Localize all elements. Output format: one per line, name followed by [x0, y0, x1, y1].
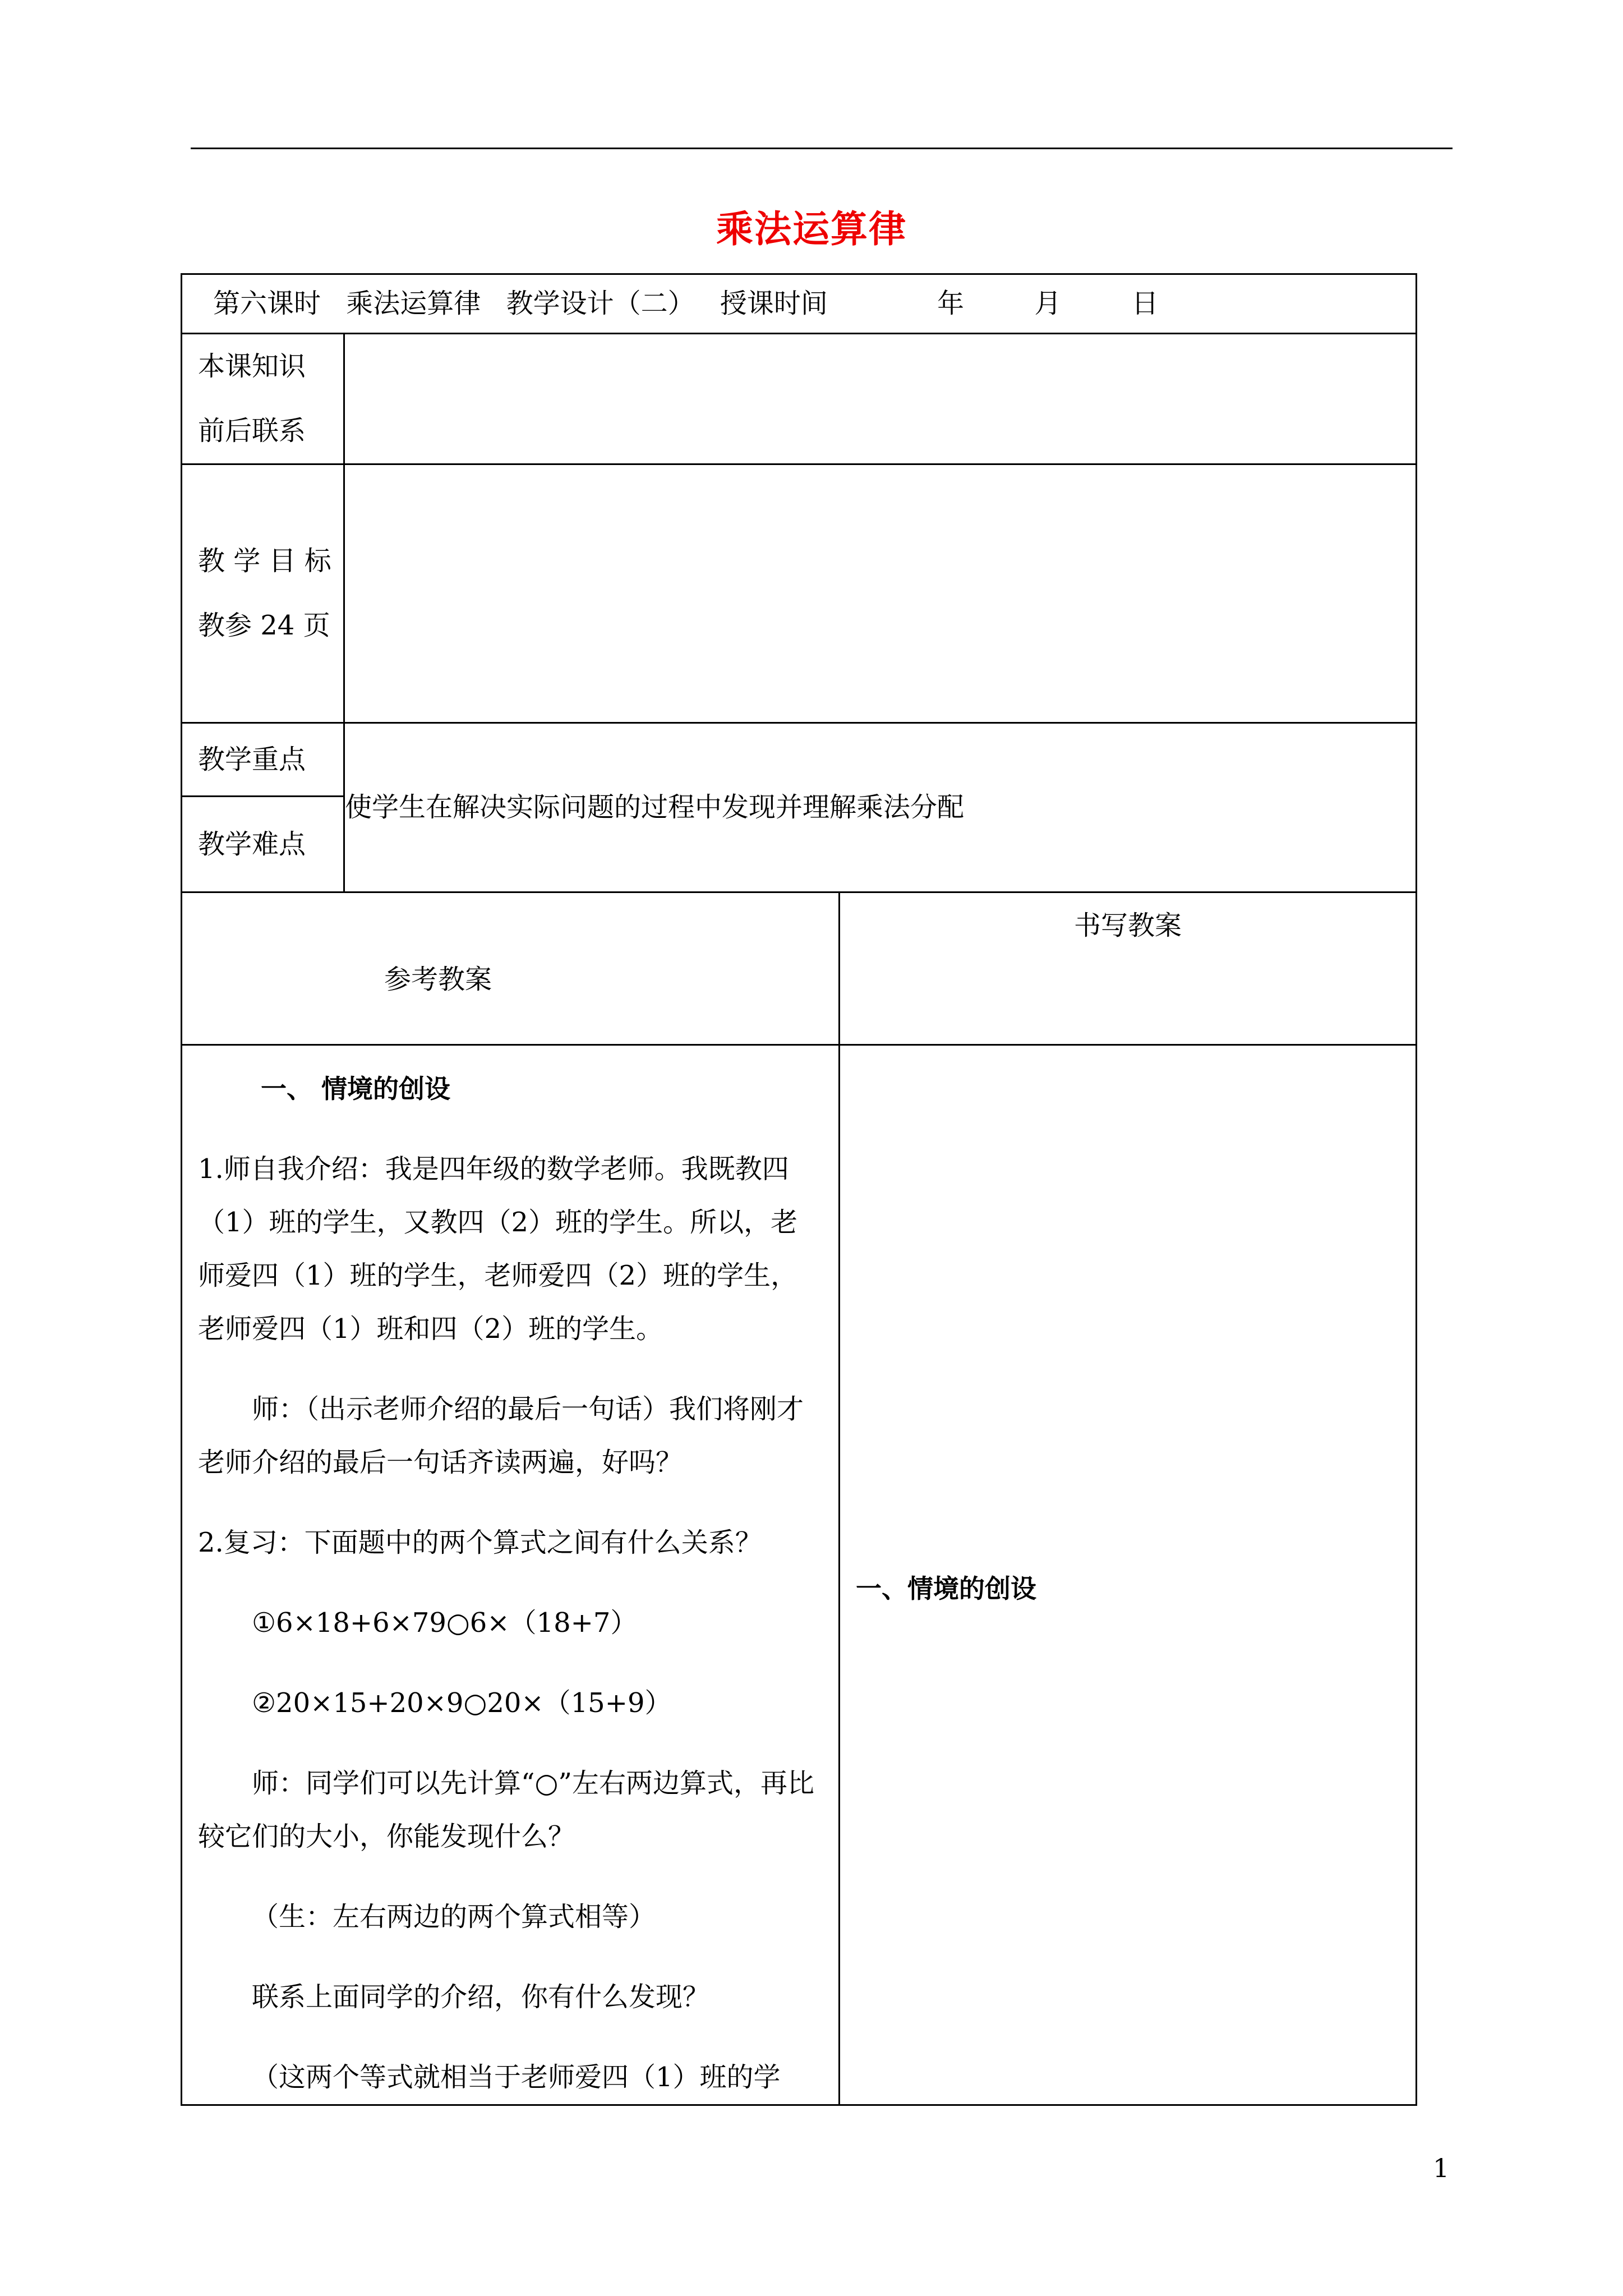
difficulty-label: 教学难点 — [182, 797, 344, 892]
class-time-label: 授课时间 — [720, 288, 828, 320]
year-label: 年 — [937, 288, 965, 320]
reference-paragraph: 联系上面同学的介绍，你有什么发现？ — [252, 1981, 710, 2013]
focus-label: 教学重点 — [182, 723, 344, 797]
lesson-number: 第六课时 — [213, 288, 321, 320]
lesson-topic: 乘法运算律 — [346, 288, 481, 320]
document-title: 乘法运算律 — [716, 208, 907, 251]
reference-plan-body — [182, 1045, 840, 2105]
page-number: 1 — [1433, 2153, 1450, 2183]
knowledge-label: 本课知识 前后联系 — [182, 334, 344, 464]
reference-paragraph: （这两个等式就相当于老师爱四（1）班的学 — [252, 2062, 781, 2093]
reference-paragraph: ②20×15+20×9○20×（15+9） — [252, 1687, 672, 1719]
reference-paragraph: ①6×18+6×79○6×（18+7） — [252, 1607, 638, 1639]
plan-body-row — [182, 1045, 1417, 2105]
focus-row — [182, 723, 1417, 797]
reference-paragraph: 师：（出示老师介绍的最后一句话）我们将刚才老师介绍的最后一句话齐读两遍，好吗？ — [198, 1393, 804, 1478]
reference-paragraph: （生：左右两边的两个算式相等） — [252, 1901, 656, 1932]
knowledge-content — [344, 334, 1417, 464]
reference-paragraph: 2.复习：下面题中的两个算式之间有什么关系？ — [198, 1527, 762, 1558]
header-rule — [191, 148, 1453, 149]
reference-plan-header: 参考教案 — [182, 892, 840, 1045]
day-label: 日 — [1131, 288, 1159, 320]
plan-columns-row — [182, 892, 1417, 1045]
focus-difficulty-content: 使学生在解决实际问题的过程中发现并理解乘法分配 — [344, 723, 1417, 892]
knowledge-row — [182, 334, 1417, 464]
month-label: 月 — [1034, 288, 1062, 320]
lesson-design: 教学设计（二） — [506, 288, 695, 320]
goals-label: 教 学 目 标 教参 24 页 — [182, 464, 344, 723]
reference-paragraph: 师：同学们可以先计算“○”左右两边算式，再比较它们的大小，你能发现什么？ — [198, 1768, 814, 1852]
lesson-plan-table — [181, 273, 1417, 2106]
goals-row — [182, 464, 1417, 723]
goals-content — [344, 464, 1417, 723]
writing-plan-header: 书写教案 — [840, 892, 1417, 1045]
reference-paragraph: 1.师自我介绍：我是四年级的数学老师。我既教四（1）班的学生，又教四（2）班的学生。所以，老师爱四（1）班的学生，老师爱四（2）班的学生，老师爱四（1）班和四（2）班的学生。 — [198, 1153, 798, 1345]
writing-plan-body — [840, 1045, 1417, 2105]
reference-section-title: 一、 情境的创设 — [261, 1074, 451, 1104]
writing-section-title: 一、情境的创设 — [856, 1573, 1036, 1604]
lesson-header-row — [182, 274, 1417, 334]
